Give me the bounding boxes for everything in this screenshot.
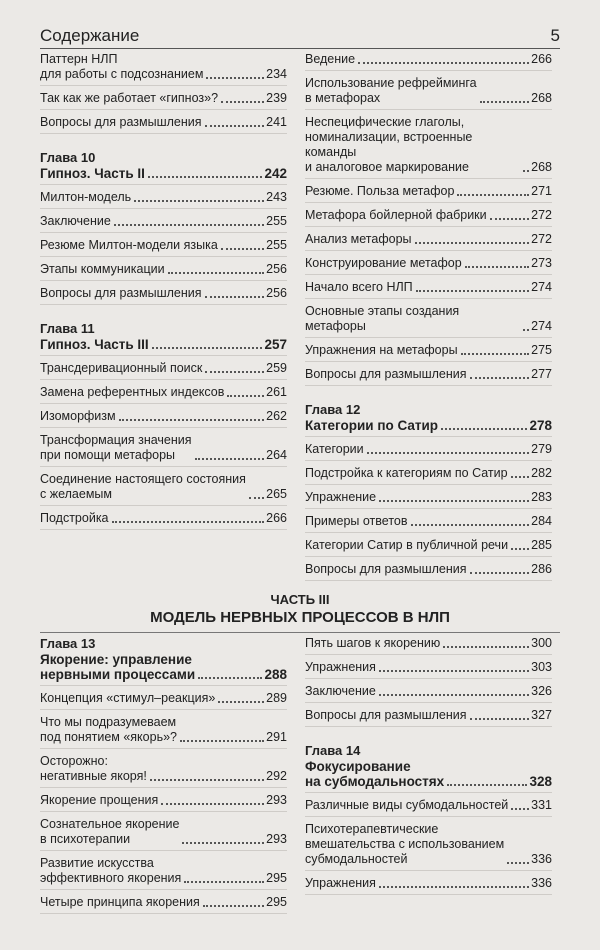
dot-leader xyxy=(180,740,264,742)
toc-column-top-left xyxy=(40,52,287,535)
toc-entry-title: Категории xyxy=(305,442,364,456)
page-ref: 288 xyxy=(264,667,287,682)
part-heading xyxy=(40,592,560,626)
toc-entry xyxy=(40,754,287,788)
toc-entry xyxy=(40,817,287,851)
toc-entry-title: Различные виды субмодальностей xyxy=(305,798,509,812)
toc-entry xyxy=(40,385,287,404)
toc-entry-title: Резюме Милтон-модели языка xyxy=(40,238,218,252)
toc-entry-title: Сознательное якорение в психотерапии xyxy=(40,817,180,846)
page-ref: 264 xyxy=(266,448,287,462)
toc-entry xyxy=(40,691,287,710)
toc-entry xyxy=(305,708,552,727)
chapter-label: Глава 10 xyxy=(40,150,96,165)
dot-leader xyxy=(119,419,265,421)
toc-entry xyxy=(40,472,287,506)
dot-leader xyxy=(168,272,265,274)
toc-entry-title: Этапы коммуникации xyxy=(40,262,165,276)
page-ref: 266 xyxy=(266,511,287,525)
toc-entry xyxy=(305,184,552,203)
page-ref: 266 xyxy=(531,52,552,66)
part-divider xyxy=(40,632,560,633)
page-ref: 256 xyxy=(266,286,287,300)
page-ref: 336 xyxy=(531,876,552,890)
page-ref: 286 xyxy=(531,562,552,576)
toc-entry-title: Трансдеривационный поиск xyxy=(40,361,203,375)
toc-entry xyxy=(305,514,552,533)
page-ref: 242 xyxy=(264,166,287,181)
dot-leader xyxy=(205,296,265,298)
dot-leader xyxy=(511,808,529,810)
page-ref: 257 xyxy=(264,337,287,352)
page-ref: 331 xyxy=(531,798,552,812)
page-ref: 282 xyxy=(531,466,552,480)
toc-entry-title: Вопросы для размышления xyxy=(40,115,202,129)
toc-entry xyxy=(305,490,552,509)
toc-entry xyxy=(305,115,552,179)
dot-leader xyxy=(443,646,529,648)
toc-entry-title: Концепция «стимул–реакция» xyxy=(40,691,216,705)
toc-column-bottom-right xyxy=(305,636,552,900)
dot-leader xyxy=(134,200,264,202)
toc-entry-title: Соединение настоящего состояния с желаемым xyxy=(40,472,246,501)
dot-leader xyxy=(457,194,529,196)
toc-entry-title: Развитие искусства эффективного якорения xyxy=(40,856,182,885)
page-ref: 268 xyxy=(531,91,552,105)
toc-entry xyxy=(40,361,287,380)
dot-leader xyxy=(523,329,529,331)
toc-entry xyxy=(40,715,287,749)
chapter-title: Категории по Сатир xyxy=(305,418,439,433)
toc-entry xyxy=(40,52,287,86)
toc-entry xyxy=(305,280,552,299)
toc-entry-title: Ведение xyxy=(305,52,356,66)
page-ref: 274 xyxy=(531,319,552,333)
chapter-heading xyxy=(40,337,287,356)
toc-entry-title: Основные этапы создания метафоры xyxy=(305,304,460,333)
dot-leader xyxy=(415,242,530,244)
dot-leader xyxy=(416,290,529,292)
page-ref: 234 xyxy=(266,67,287,81)
toc-entry-title: Вопросы для размышления xyxy=(305,708,467,722)
toc-entry xyxy=(40,856,287,890)
dot-leader xyxy=(112,521,265,523)
chapter-label: Глава 14 xyxy=(305,743,361,758)
page-ref: 275 xyxy=(531,343,552,357)
toc-entry xyxy=(40,286,287,305)
page-ref: 265 xyxy=(266,487,287,501)
page-ref: 268 xyxy=(531,160,552,174)
toc-entry xyxy=(305,256,552,275)
toc-entry xyxy=(305,660,552,679)
toc-column-top-right xyxy=(305,52,552,586)
toc-entry xyxy=(305,52,552,71)
toc-entry xyxy=(305,684,552,703)
toc-entry-title: Милтон-модель xyxy=(40,190,132,204)
toc-entry-title: Резюме. Польза метафор xyxy=(305,184,455,198)
page-ref: 255 xyxy=(266,238,287,252)
chapter-title: Якорение: управление нервными процессами xyxy=(40,652,196,682)
toc-entry-title: Вопросы для размышления xyxy=(40,286,202,300)
toc-entry-title: Анализ метафоры xyxy=(305,232,412,246)
page-ref: 239 xyxy=(266,91,287,105)
dot-leader xyxy=(184,881,264,883)
toc-entry-title: Осторожно: негативные якоря! xyxy=(40,754,147,783)
dot-leader xyxy=(218,701,264,703)
toc-entry-title: Подстройка xyxy=(40,511,109,525)
page-ref: 274 xyxy=(531,280,552,294)
dot-leader xyxy=(227,395,264,397)
toc-entry xyxy=(40,91,287,110)
page-ref: 326 xyxy=(531,684,552,698)
dot-leader xyxy=(470,718,530,720)
toc-entry xyxy=(305,232,552,251)
page-ref: 272 xyxy=(531,232,552,246)
toc-entry-title: Упражнения xyxy=(305,876,376,890)
toc-entry xyxy=(40,238,287,257)
toc-entry xyxy=(40,793,287,812)
dot-leader xyxy=(182,842,264,844)
dot-leader xyxy=(206,77,264,79)
running-head xyxy=(40,20,560,49)
toc-entry-title: Метафора бойлерной фабрики xyxy=(305,208,487,222)
page-ref: 255 xyxy=(266,214,287,228)
toc-entry-title: Начало всего НЛП xyxy=(305,280,413,294)
part-label: ЧАСТЬ III xyxy=(270,592,330,607)
chapter-heading xyxy=(305,418,552,437)
toc-entry xyxy=(305,798,552,817)
toc-entry-title: Психотерапевтические вмешательства с использованием субмодальностей xyxy=(305,822,505,866)
dot-leader xyxy=(205,371,264,373)
dot-leader xyxy=(367,452,529,454)
toc-entry xyxy=(305,466,552,485)
toc-entry-title: Так как же работает «гипноз»? xyxy=(40,91,219,105)
page-ref: 277 xyxy=(531,367,552,381)
toc-entry xyxy=(40,115,287,134)
toc-entry-title: Упражнение xyxy=(305,490,377,504)
page-ref: 279 xyxy=(531,442,552,456)
page-ref: 259 xyxy=(266,361,287,375)
dot-leader xyxy=(161,803,264,805)
page-ref: 284 xyxy=(531,514,552,528)
toc-entry-title: Конструирование метафор xyxy=(305,256,462,270)
page-ref: 241 xyxy=(266,115,287,129)
dot-leader xyxy=(379,886,529,888)
toc-entry-title: Пять шагов к якорению xyxy=(305,636,441,650)
page-header-title: Содержание xyxy=(40,26,140,45)
page-ref: 295 xyxy=(266,871,287,885)
toc-entry xyxy=(305,343,552,362)
part-title: МОДЕЛЬ НЕРВНЫХ ПРОЦЕССОВ В НЛП xyxy=(150,609,450,626)
dot-leader xyxy=(511,476,530,478)
chapter-heading xyxy=(40,166,287,185)
dot-leader xyxy=(114,224,264,226)
page-ref: 271 xyxy=(531,184,552,198)
dot-leader xyxy=(150,779,264,781)
dot-leader xyxy=(447,784,527,786)
toc-entry xyxy=(40,262,287,281)
dot-leader xyxy=(152,347,263,349)
toc-entry xyxy=(305,442,552,461)
dot-leader xyxy=(379,500,529,502)
page-ref: 283 xyxy=(531,490,552,504)
dot-leader xyxy=(490,218,530,220)
dot-leader xyxy=(221,248,264,250)
toc-entry xyxy=(305,304,552,338)
chapter-label: Глава 11 xyxy=(40,321,95,336)
toc-entry xyxy=(305,208,552,227)
toc-entry xyxy=(40,511,287,530)
dot-leader xyxy=(195,458,265,460)
toc-entry xyxy=(305,876,552,895)
page-ref: 295 xyxy=(266,895,287,909)
page-ref: 336 xyxy=(531,852,552,866)
dot-leader xyxy=(461,353,530,355)
toc-entry xyxy=(305,562,552,581)
dot-leader xyxy=(203,905,264,907)
page-ref: 291 xyxy=(266,730,287,744)
dot-leader xyxy=(480,101,530,103)
toc-entry-title: Четыре принципа якорения xyxy=(40,895,200,909)
page-ref: 293 xyxy=(266,832,287,846)
chapter-heading xyxy=(305,759,552,793)
toc-entry-title: Упражнения на метафоры xyxy=(305,343,458,357)
toc-entry-title: Категории Сатир в публичной речи xyxy=(305,538,509,552)
dot-leader xyxy=(507,862,529,864)
toc-entry xyxy=(305,367,552,386)
page-ref: 256 xyxy=(266,262,287,276)
page-number: 5 xyxy=(550,26,560,45)
page-ref: 327 xyxy=(531,708,552,722)
toc-entry-title: Вопросы для размышления xyxy=(305,367,467,381)
page-ref: 300 xyxy=(531,636,552,650)
dot-leader xyxy=(205,125,265,127)
dot-leader xyxy=(470,377,530,379)
toc-entry xyxy=(305,636,552,655)
page-ref: 303 xyxy=(531,660,552,674)
toc-entry-title: Неспецифические глаголы, номинализации, встроенные команды и аналоговое маркирование xyxy=(305,115,473,174)
page-ref: 293 xyxy=(266,793,287,807)
dot-leader xyxy=(358,62,529,64)
chapter-title: Фокусирование на субмодальностях xyxy=(305,759,445,789)
dot-leader xyxy=(379,694,529,696)
chapter-title: Гипноз. Часть III xyxy=(40,337,149,352)
chapter-title: Гипноз. Часть II xyxy=(40,166,145,181)
toc-entry-title: Якорение прощения xyxy=(40,793,159,807)
dot-leader xyxy=(198,677,262,679)
page-ref: 243 xyxy=(266,190,287,204)
dot-leader xyxy=(511,548,529,550)
page-ref: 292 xyxy=(266,769,287,783)
toc-entry-title: Примеры ответов xyxy=(305,514,408,528)
toc-entry-title: Подстройка к категориям по Сатир xyxy=(305,466,508,480)
page-ref: 273 xyxy=(531,256,552,270)
dot-leader xyxy=(379,670,529,672)
page-ref: 289 xyxy=(266,691,287,705)
toc-entry-title: Заключение xyxy=(40,214,111,228)
toc-entry-title: Вопросы для размышления xyxy=(305,562,467,576)
toc-entry xyxy=(305,822,552,871)
page-ref: 262 xyxy=(266,409,287,423)
toc-entry-title: Замена референтных индексов xyxy=(40,385,225,399)
toc-entry xyxy=(305,538,552,557)
dot-leader xyxy=(465,266,529,268)
page-ref: 272 xyxy=(531,208,552,222)
dot-leader xyxy=(441,428,527,430)
page-ref: 261 xyxy=(266,385,287,399)
toc-entry xyxy=(40,190,287,209)
toc-entry xyxy=(40,433,287,467)
toc-column-bottom-left xyxy=(40,636,287,919)
dot-leader xyxy=(411,524,530,526)
toc-entry xyxy=(40,895,287,914)
page-ref: 285 xyxy=(531,538,552,552)
dot-leader xyxy=(221,101,264,103)
dot-leader xyxy=(249,497,264,499)
page-ref: 328 xyxy=(529,774,552,789)
page-ref: 278 xyxy=(529,418,552,433)
toc-entry xyxy=(305,76,552,110)
dot-leader xyxy=(148,176,263,178)
toc-entry-title: Что мы подразумеваем под понятием «якорь»? xyxy=(40,715,177,744)
toc-entry-title: Заключение xyxy=(305,684,376,698)
toc-entry xyxy=(40,409,287,428)
chapter-heading xyxy=(40,652,287,686)
toc-entry xyxy=(40,214,287,233)
chapter-label: Глава 13 xyxy=(40,636,96,651)
toc-entry-title: Изоморфизм xyxy=(40,409,116,423)
chapter-label: Глава 12 xyxy=(305,402,361,417)
toc-entry-title: Упражнения xyxy=(305,660,376,674)
toc-entry-title: Паттерн НЛП для работы с подсознанием xyxy=(40,52,204,81)
toc-entry-title: Использование рефрейминга в метафорах xyxy=(305,76,477,105)
toc-entry-title: Трансформация значения при помощи метафоры xyxy=(40,433,192,462)
dot-leader xyxy=(470,572,530,574)
dot-leader xyxy=(523,170,529,172)
